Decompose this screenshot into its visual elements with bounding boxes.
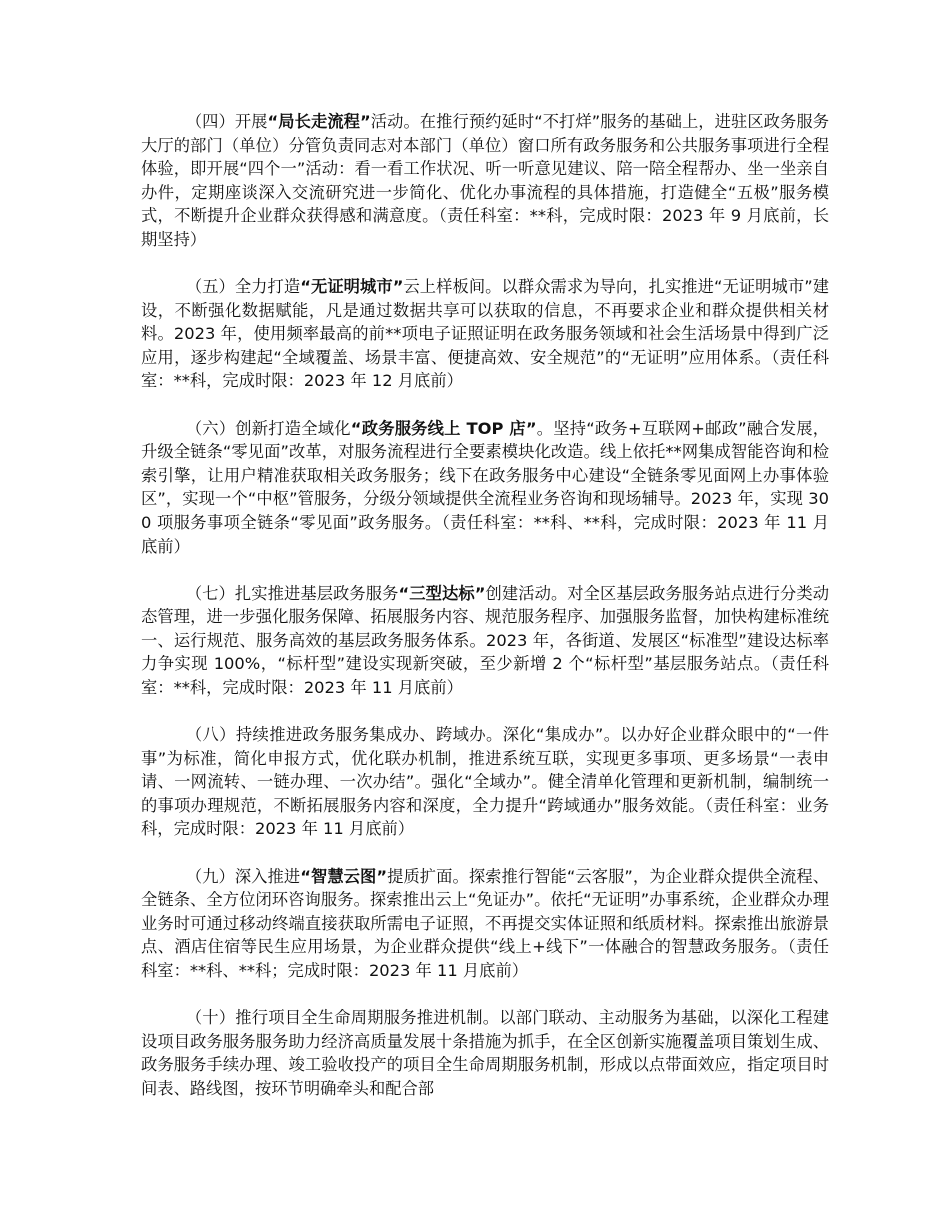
paragraph-7-emphasis: “三型达标” bbox=[398, 583, 486, 603]
paragraph-6-body: 。坚持“政务+互联网+邮政”融合发展，升级全链条“零见面”改革，对服务流程进行全要素模块化改造。线上依托**网集成智能咨询和检索引擎，让用户精准获取相关政务服务；线下在政务服务中心建设“全链条零见面网上办事体验区”，实现一个“中枢”管服务，分级分领域提供全流程业务咨询和现场辅导。2023 年，实现 300 项服务事项全链条“零见面”政务服务。（责任科室：**科、**科，完成时限：2023 年 11 月底前） bbox=[141, 418, 829, 556]
paragraph-4-body: 活动。在推行预约延时“不打烊”服务的基础上，进驻区政务服务大厅的部门（单位）分管负责同志对本部门（单位）窗口所有政务服务和公共服务事项进行全程体验，即开展“四个一”活动：看一看工作状况、听一听意见建议、陪一陪全程帮办、坐一坐亲自办件，定期座谈深入交流研究进一步简化、优化办事流程的具体措施，打造健全“五极”服务模式，不断提升企业群众获得感和满意度。（责任科室：**科，完成时限：2023 年 9 月底前，长期坚持） bbox=[141, 112, 829, 249]
paragraph-8 bbox=[141, 723, 829, 841]
paragraph-5-body: 云上样板间。以群众需求为导向，扎实推进“无证明城市”建设，不断强化数据赋能，凡是通过数据共享可以获取的信息，不再要求企业和群众提供相关材料。2023 年，使用频率最高的前**项电子证照证明在政务服务领域和社会生活场景中得到广泛应用，逐步构建起“全域覆盖、场景丰富、便捷高效、安全规范”的“无证明”应用体系。（责任科室：**科，完成时限：2023 年 12 月底前） bbox=[141, 277, 829, 391]
paragraph-5-emphasis: “无证明城市” bbox=[300, 277, 404, 297]
paragraph-8-lead: （八）持续推进政务服务集成办、跨域办。深化“集成办”。以办好企业群众眼中的“一件事”为标准，简化申报方式，优化联办机制，推进系统互联，实现更多事项、更多场景“一表申请、一网流转、一链办理、一次办结”。强化“全域办”。健全清单化管理和更新机制，编制统一的事项办理规范，不断拓展服务内容和深度，全力提升“跨域通办”服务效能。（责任科室：业务科，完成时限：2023 年 11 月底前） bbox=[141, 725, 829, 839]
paragraph-9-emphasis: “智慧云图” bbox=[300, 866, 388, 886]
paragraph-4-lead: （四）开展 bbox=[185, 112, 268, 131]
paragraph-5 bbox=[141, 275, 829, 393]
paragraph-5-lead: （五）全力打造 bbox=[185, 277, 301, 297]
paragraph-4 bbox=[141, 110, 829, 252]
paragraph-6-emphasis: “政务服务线上 TOP 店” bbox=[350, 418, 537, 438]
paragraph-7-body: 创建活动。对全区基层政务服务站点进行分类动态管理，进一步强化服务保障、拓展服务内容、规范服务程序、加强服务监督，加快构建标准统一、运行规范、服务高效的基层政务服务体系。2023 年，各街道、发展区“标准型”建设达标率力争实现 100%，“标杆型”建设实现新突破，至少新增 2 个“标杆型”基层服务站点。（责任科室：**科，完成时限：2023 年 11 月底前） bbox=[141, 583, 829, 697]
paragraph-6 bbox=[141, 417, 829, 559]
paragraph-9 bbox=[141, 865, 829, 983]
paragraph-7-lead: （七）扎实推进基层政务服务 bbox=[185, 583, 399, 603]
paragraph-9-lead: （九）深入推进 bbox=[185, 866, 301, 886]
paragraph-6-lead: （六）创新打造全域化 bbox=[185, 418, 351, 438]
paragraph-10-lead: （十）推行项目全生命周期服务推进机制。以部门联动、主动服务为基础，以深化工程建设项目政务服务服务助力经济高质量发展十条措施为抓手，在全区创新实施覆盖项目策划生成、政务服务手续办理、竣工验收投产的项目全生命周期服务机制，形成以点带面效应，指定项目时间表、路线图，按环节明确牵头和配合部 bbox=[141, 1008, 829, 1098]
paragraph-7 bbox=[141, 582, 829, 700]
paragraph-4-emphasis: “局长走流程” bbox=[267, 112, 371, 131]
document-page bbox=[141, 110, 829, 1124]
paragraph-9-body: 提质扩面。探索推行智能“云客服”，为企业群众提供全流程、全链条、全方位闭环咨询服务。探索推出云上“免证办”。依托“无证明”办事系统，企业群众办理业务时可通过移动终端直接获取所需电子证照，不再提交实体证照和纸质材料。探索推出旅游景点、酒店住宿等民生应用场景，为企业群众提供“线上+线下”一体融合的智慧政务服务。（责任科室：**科、**科；完成时限：2023 年 11 月底前） bbox=[141, 866, 829, 980]
paragraph-10 bbox=[141, 1006, 829, 1100]
